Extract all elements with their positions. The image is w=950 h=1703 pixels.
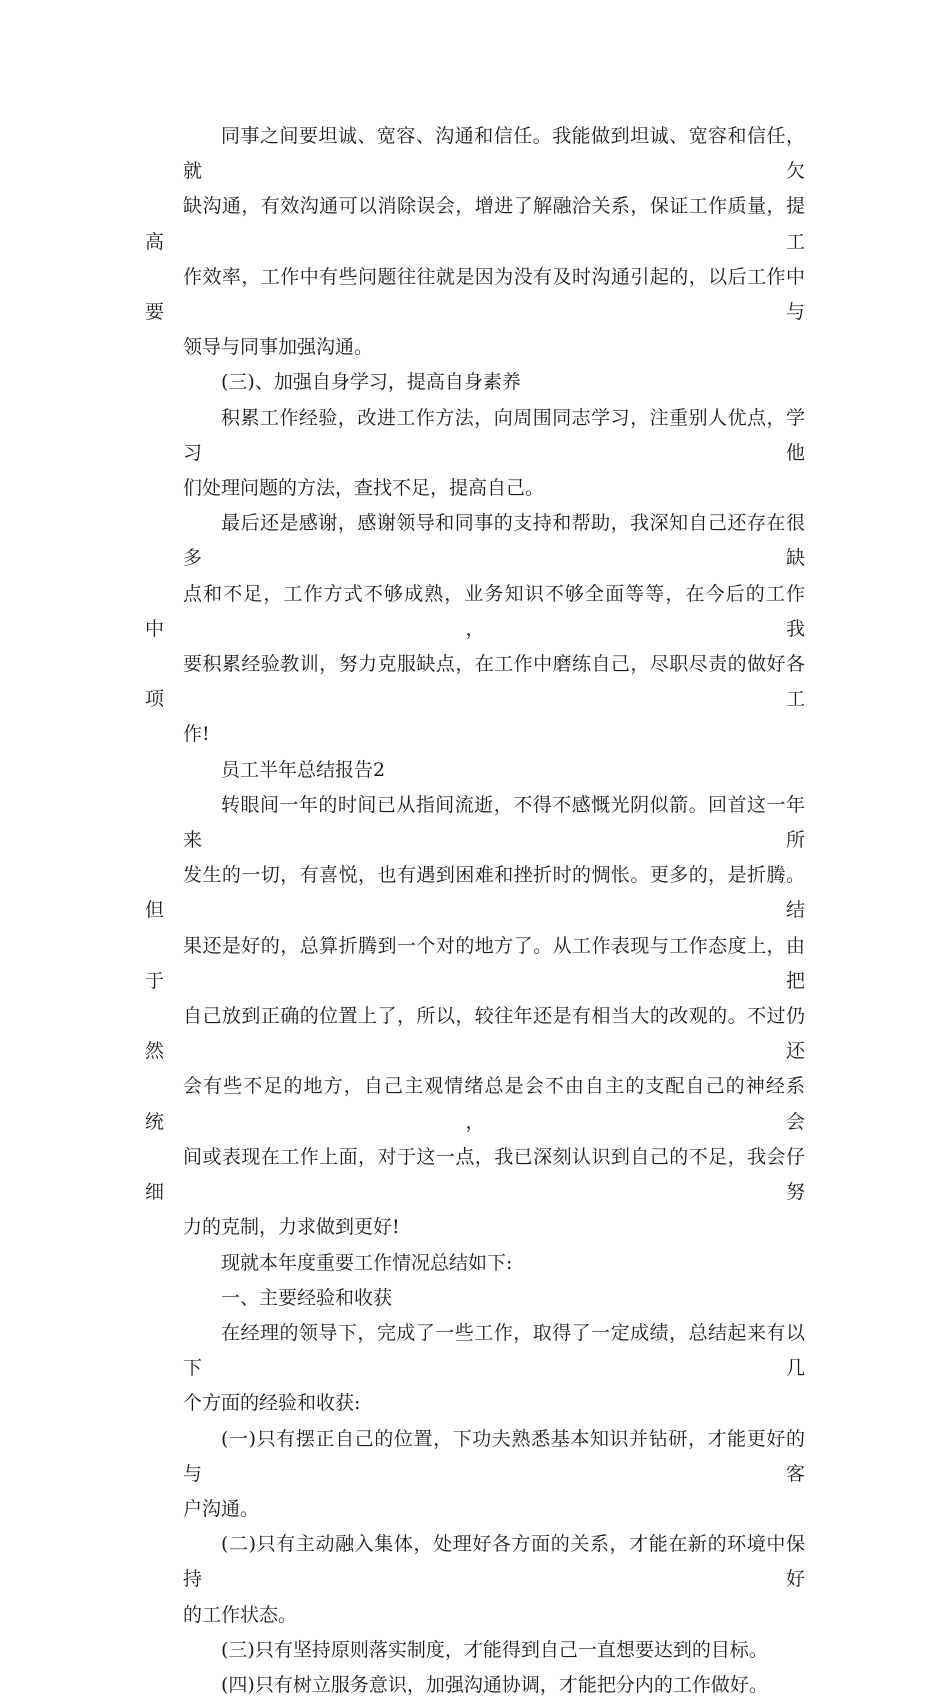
- text-line: (三)只有坚持原则落实制度，才能得到自己一直想要达到的目标。: [221, 1638, 768, 1661]
- text-line: 同事之间要坦诚、宽容、沟通和信任。我能做到坦诚、宽容和信任，就欠: [183, 125, 805, 183]
- text-line: 果还是好的，总算折腾到一个对的地方了。从工作表现与工作态度上，由于把: [145, 934, 805, 992]
- text-line: 最后还是感谢，感谢领导和同事的支持和帮助，我深知自己还存在很多缺: [183, 512, 805, 570]
- paragraph-summary-intro: [145, 1246, 805, 1281]
- text-line: 领导与同事加强沟通。: [183, 336, 374, 359]
- text-line: (二)只有主动融入集体，处理好各方面的关系，才能在新的环境中保持好: [183, 1533, 805, 1591]
- list-item-2: [145, 1527, 805, 1633]
- text-line: 会有些不足的地方，自己主观情绪总是会不由自主的支配自己的神经系统，会: [145, 1075, 805, 1133]
- text-line: 现就本年度重要工作情况总结如下:: [221, 1251, 513, 1274]
- section-heading-main-experience: [145, 1281, 805, 1316]
- text-line: 转眼间一年的时间已从指间流逝，不得不感慨光阴似箭。回首这一年来所: [183, 793, 805, 852]
- text-line: 作!: [183, 723, 210, 746]
- paragraph-communication: [145, 119, 805, 365]
- text-line: 间或表现在工作上面，对于这一点，我已深刻认识到自己的不足，我会仔细努: [145, 1145, 805, 1204]
- paragraph-year-review: [145, 788, 805, 1246]
- report-title-2: [145, 753, 805, 788]
- section-heading-self-study: [145, 365, 805, 400]
- text-line: 积累工作经验，改进工作方法，向周围同志学习，注重别人优点，学习他: [183, 406, 805, 464]
- text-line: 发生的一切，有喜悦，也有遇到困难和挫折时的惆怅。更多的，是折腾。但结: [145, 864, 805, 922]
- text-line: 员工半年总结报告2: [221, 758, 386, 781]
- text-line: 自己放到正确的位置上了，所以，较往年还是有相当大的改观的。不过仍然还: [145, 1005, 805, 1063]
- text-line: 们处理问题的方法，查找不足，提高自己。: [183, 477, 545, 500]
- text-line: (三)、加强自身学习，提高自身素养: [221, 371, 521, 394]
- text-line: 一、主要经验和收获: [221, 1286, 393, 1309]
- list-item-4: [145, 1668, 805, 1703]
- paragraph-manager-guidance: [145, 1316, 805, 1422]
- text-line: (一)只有摆正自己的位置，下功夫熟悉基本知识并钻研，才能更好的与客: [183, 1427, 805, 1485]
- text-line: 个方面的经验和收获:: [183, 1392, 361, 1415]
- text-line: 户沟通。: [183, 1497, 260, 1520]
- paragraph-thanks: [145, 506, 805, 752]
- text-line: (四)只有树立服务意识，加强沟通协调，才能把分内的工作做好。: [221, 1673, 768, 1696]
- text-line: 点和不足，工作方式不够成熟，业务知识不够全面等等，在今后的工作中，我: [145, 582, 805, 640]
- text-line: 作效率，工作中有些问题往往就是因为没有及时沟通引起的，以后工作中要与: [145, 265, 805, 324]
- paragraph-experience: [145, 401, 805, 507]
- text-line: 在经理的领导下，完成了一些工作，取得了一定成绩，总结起来有以下几: [183, 1321, 805, 1380]
- text-line: 要积累经验教训，努力克服缺点，在工作中磨练自己，尽职尽责的做好各项工: [145, 653, 805, 711]
- text-line: 的工作状态。: [183, 1603, 298, 1626]
- document-body: [145, 119, 805, 1703]
- list-item-1: [145, 1422, 805, 1528]
- text-line: 力的克制，力求做到更好!: [183, 1216, 400, 1239]
- text-line: 缺沟通，有效沟通可以消除误会，增进了解融洽关系，保证工作质量，提高工: [145, 195, 805, 253]
- list-item-3: [145, 1633, 805, 1668]
